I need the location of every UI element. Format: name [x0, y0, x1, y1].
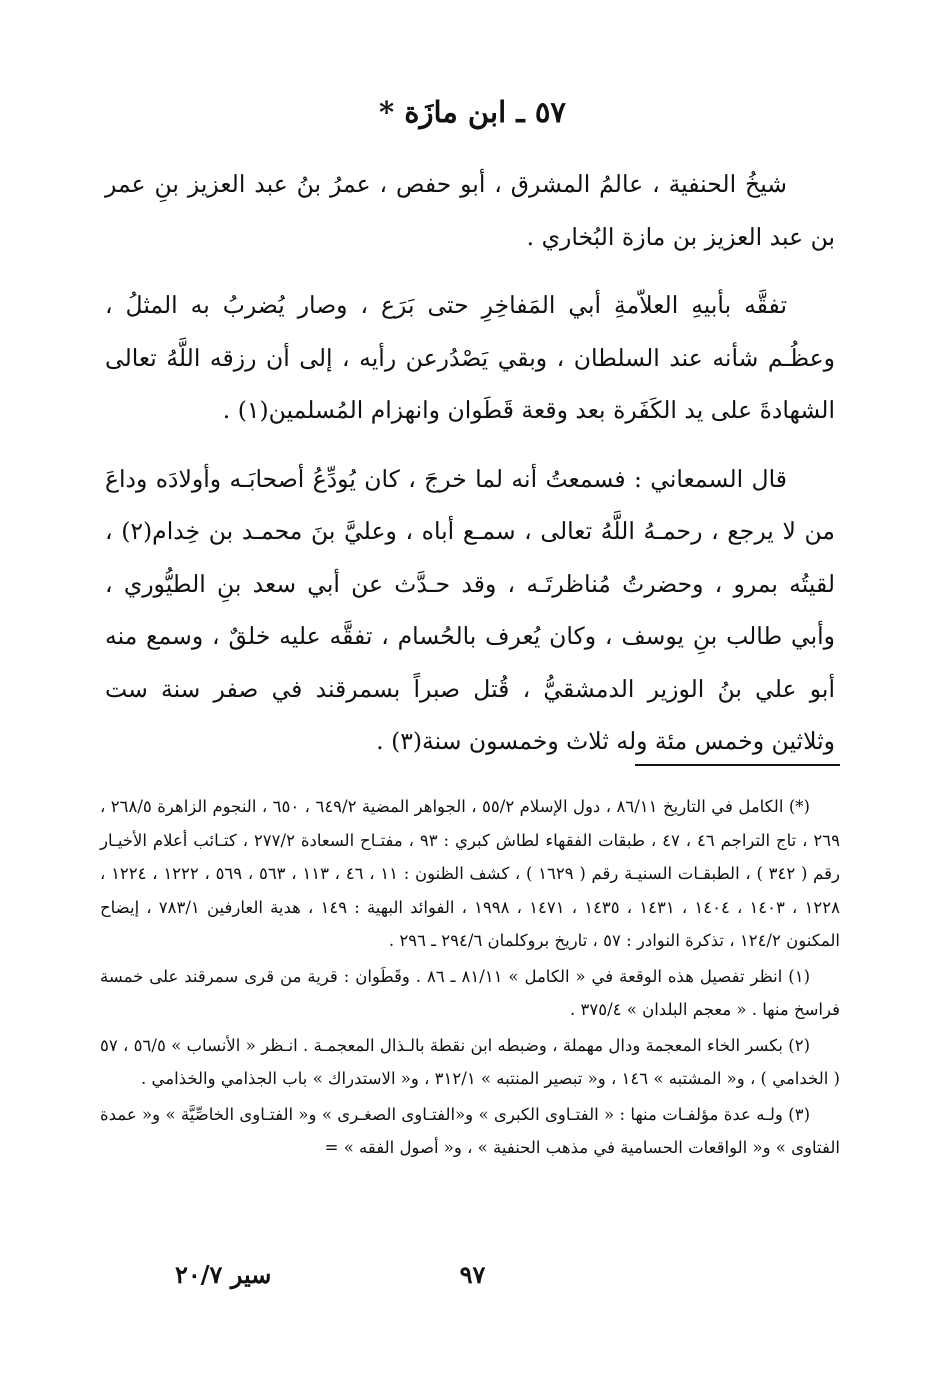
footnote-sources: (*) الكامل في التاريخ ٨٦/١١ ، دول الإسلام ٥٥/٢ ، الجواهر المضية ٦٤٩/٢ ، ٦٥٠ ، النجوم الزاهرة ٢٦٨/٥ ، ٢٦٩ ، تاج التراجم ٤٦ ، ٤٧ ، طبقات الفقهاء لطاش كبري : ٩٣ ، مفتـاح السعادة ٢٧٧/٢ ، كتـائب أعلام الأخيـار رقم ( ٣٤٢ ) ، الطبقـات السنيـة رقم ( ١٦٢٩ ) ، كشف الظنون : ١١ ، ٤٦ ، ١١٣ ، ٥٦٣ ، ٥٦٩ ، ١٢٢٢ ، ١٢٢٤ ، ١٢٢٨ ، ١٤٠٣ ، ١٤٠٤ ، ١٤٣١ ، ١٤٣٥ ، ١٤٧١ ، ١٩٩٨ ، الفوائد البهية : ١٤٩ ، هدية العارفين ٧٨٣/١ ، إيضاح المكنون ١٢٤/٢ ، تذكرة النوادر : ٥٧ ، تاريخ بروكلمان ٢٩٤/٦ ـ ٢٩٦ .: [100, 797, 840, 950]
footnote-1: (١) انظر تفصيل هذه الوقعة في « الكامل » ٨١/١١ ـ ٨٦ . وقَطَوان : قرية من قرى سمرقند على خمسة فراسخ منها . « معجم البلدان » ٣٧٥/٤ .: [100, 966, 840, 1019]
footnote-2: (٢) بكسر الخاء المعجمة ودال مهملة ، وضبطه ابن نقطة بالـذال المعجمـة . انـظر « الأنساب » ٥٦/٥ ، ٥٧ ( الخدامي ) ، و« المشتبه » ١٤٦ ، و« تبصير المنتبه » ٣١٢/١ ، و« الاستدراك » باب الجذامي والخذامي .: [100, 1035, 840, 1088]
footnote-divider: [635, 764, 840, 766]
footnote-3: (٣) ولـه عدة مؤلفـات منها : « الفتـاوى الكبرى » و«الفتـاوى الصغـرى » و« الفتـاوى الخاصِّيَّة » و« عمدة الفتاوى » و« الواقعات الحسامية في مذهب الحنفية » ، و« أصول الفقه » =: [100, 1104, 840, 1157]
chapter-title: ٥٧ ـ ابن مازَة *: [379, 95, 566, 129]
page-footer: [0, 1255, 945, 1295]
paragraph-1: شيخُ الحنفية ، عالمُ المشرق ، أبو حفص ، عمرُ بنُ عبد العزيز بنِ عمر بن عبد العزيز بن مازة البُخاري .: [105, 170, 835, 251]
footnotes: [100, 790, 840, 1165]
page-number: ٩٧: [459, 1260, 486, 1289]
paragraph-3: قال السمعاني : فسمعتُ أنه لما خرجَ ، كان يُودِّعُ أصحابَـه وأولادَه وداعَ من لا يرجع ، رحمـهُ اللَّهُ تعالى ، سمـع أباه ، وعليَّ بنَ محمـد بن خِدام(٢) ، لقيتُه بمرو ، وحضرتُ مُناظرتَـه ، وقد حـدَّث عن أبي سعد بنِ الطيُّوري ، وأبي طالب بنِ يوسف ، وكان يُعرف بالحُسام ، تفقَّه عليه خلقٌ ، وسمع منه أبو علي بنُ الوزير الدمشقيُّ ، قُتل صبراً بسمرقند في صفر سنة ست وثلاثين وخمس مئة وله ثلاث وخمسون سنة(٣) .: [105, 464, 835, 755]
volume-signature: سير ٢٠/٧: [175, 1260, 272, 1289]
paragraph-2: تفقَّه بأبيهِ العلاّمةِ أبي المَفاخِرِ حتى بَرَع ، وصار يُضربُ به المثلُ ، وعظُـم شأنه عند السلطان ، وبقي يَصْدُرعن رأيه ، إلى أن رزقه اللَّهُ تعالى الشهادةَ على يد الكَفَرة بعد وقعة قَطَوان وانهزام المُسلمين(١) .: [105, 291, 835, 424]
main-text: [105, 158, 835, 768]
